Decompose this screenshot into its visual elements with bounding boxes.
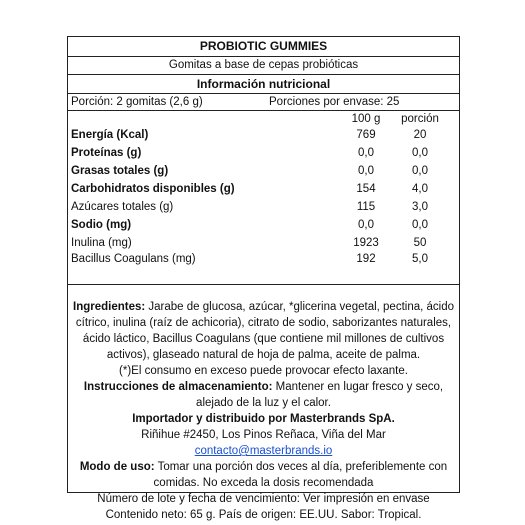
nutrition-row xyxy=(68,217,459,233)
value-portion: 5,0 xyxy=(412,253,428,265)
storage-text: Mantener en lugar fresco y seco, alejado de la luz y el calor. xyxy=(196,381,444,409)
laxative-warning: (*)El consumo en exceso puede provocar efecto laxante. xyxy=(119,365,408,377)
value-100g: 0,0 xyxy=(358,219,374,231)
ingredients-label: Ingredientes: xyxy=(73,301,146,313)
nutrient-name: Carbohidratos disponibles (g) xyxy=(71,183,235,195)
value-portion: 20 xyxy=(413,129,427,141)
value-100g: 0,0 xyxy=(358,147,374,159)
nutrient-name: Bacillus Coagulans (mg) xyxy=(71,253,196,265)
nutrient-name: Azúcares totales (g) xyxy=(71,201,174,213)
nutrition-row xyxy=(68,199,459,215)
usage-text: Tomar una porción dos veces al día, preferiblemente con comidas. No exceda la dosis recomendada xyxy=(153,461,448,489)
nutrition-label xyxy=(67,36,460,521)
value-100g: 154 xyxy=(356,183,376,195)
value-portion: 0,0 xyxy=(412,165,428,177)
nutrient-name: Grasas totales (g) xyxy=(71,165,169,177)
nutrient-name: Energía (Kcal) xyxy=(71,129,149,141)
product-subtitle: Gomitas a base de cepas probióticas xyxy=(68,57,459,75)
nutrition-row xyxy=(68,145,459,161)
nutrition-table xyxy=(68,111,459,285)
portions-per-pack: Porciones por envase: 25 xyxy=(269,96,400,108)
storage-label: Instrucciones de almacenamiento: xyxy=(83,381,273,393)
nutrition-header-row xyxy=(68,111,459,127)
label-text-block xyxy=(68,299,459,523)
value-portion: 50 xyxy=(413,237,427,249)
nutrition-row xyxy=(68,251,459,267)
net-content: Contenido neto: 65 g. País de origen: EE.UU. Sabor: Tropical. xyxy=(105,509,422,521)
nutrition-section-title: Información nutricional xyxy=(68,75,459,94)
value-100g: 192 xyxy=(356,253,376,265)
value-100g: 1923 xyxy=(353,237,379,249)
importer: Importador y distribuido por Masterbrands SpA. xyxy=(132,413,395,425)
value-portion: 3,0 xyxy=(412,201,428,213)
usage xyxy=(68,459,459,491)
value-100g: 0,0 xyxy=(358,165,374,177)
value-portion: 0,0 xyxy=(412,147,428,159)
nutrition-row xyxy=(68,127,459,143)
lot-info: Número de lote y fecha de vencimiento: Ver impresión en envase xyxy=(97,493,430,505)
portion-row xyxy=(68,94,459,111)
usage-label: Modo de uso: xyxy=(79,461,155,473)
nutrient-name: Sodio (mg) xyxy=(71,219,132,231)
col-portion-header: porción xyxy=(401,113,439,125)
nutrient-name: Proteínas (g) xyxy=(71,147,142,159)
nutrition-row xyxy=(68,181,459,197)
storage xyxy=(68,379,459,411)
ingredients xyxy=(68,299,459,363)
portion-size: Porción: 2 gomitas (2,6 g) xyxy=(71,96,203,108)
nutrition-row xyxy=(68,163,459,179)
ingredients-text: Jarabe de glucosa, azúcar, *glicerina vegetal, pectina, ácido cítrico, inulina (raíz de achicoria), citrato de sodio, saborizantes naturales, ácido láctico, Bacillus Coagulans (que contiene mil millones de cultivos activos), glaseado natural de hoja de palma, aceite de palma. xyxy=(75,301,454,361)
address: Riñihue #2450, Los Pinos Reñaca, Viña del Mar xyxy=(141,429,386,441)
email-link[interactable]: contacto@masterbrands.io xyxy=(194,445,333,457)
value-portion: 0,0 xyxy=(412,219,428,231)
product-title: PROBIOTIC GUMMIES xyxy=(68,37,459,57)
nutrient-name: Inulina (mg) xyxy=(71,237,132,249)
value-100g: 769 xyxy=(356,129,376,141)
value-portion: 4,0 xyxy=(412,183,428,195)
col-100g-header: 100 g xyxy=(351,113,381,125)
nutrition-row xyxy=(68,235,459,251)
value-100g: 115 xyxy=(356,201,376,213)
